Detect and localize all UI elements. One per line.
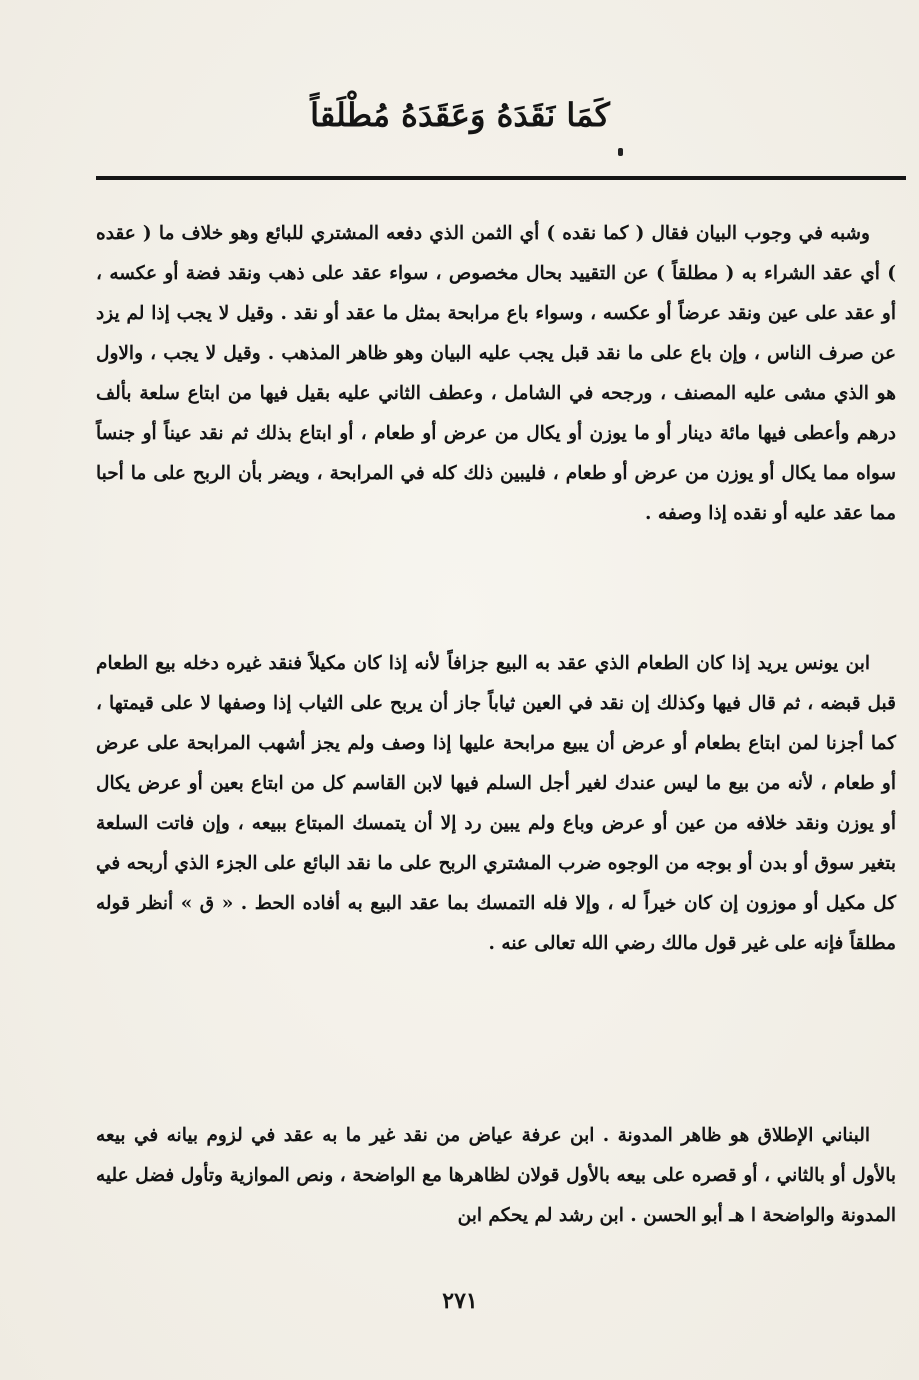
paragraph-2 [96, 644, 896, 964]
paragraph-text: البناني الإطلاق هو ظاهر المدونة . ابن عرفة عياض من نقد غير ما به عقد في لزوم بيانه في بيعه بالأول أو بالثاني ، أو قصره على بيعه بالأول قولان لظاهرها مع الواضحة ، ونص الموازية وتأول فضل عليه المدونة والواضحة ا هـ أبو الحسن . ابن رشد لم يحكم ابن [96, 1125, 896, 1226]
paragraph-text: ابن يونس يريد إذا كان الطعام الذي عقد به البيع جزافاً لأنه إذا كان مكيلاً فنقد غيره دخله بيع الطعام قبل قبضه ، ثم قال فيها وكذلك إن نقد في العين ثياباً جاز أن يربح على الثياب إذا وصفها لا على قيمتها ، كما أجزنا لمن ابتاع بطعام أو عرض أن يبيع مرابحة عليها إذا وصف ولم يجز أشهب المرابحة على عرض أو طعام ، لأنه من بيع ما ليس عندك لغير أجل السلم فيها لابن القاسم كل من ابتاع بعين أو عرض يكال أو يوزن ونقد خلافه من عين أو عرض وباع ولم يبين رد إلا أن يتمسك المبتاع ببيعه ، وإن فاتت السلعة بتغير سوق أو بدن أو بوجه من الوجوه ضرب المشتري الربح على ما نقد البائع على الجزء الذي أربحه في كل مكيل أو موزون إن كان خيراً له ، وإلا فله التمسك بما عقد البيع به أفاده الحط . « ق » أنظر قوله مطلقاً فإنه على غير قول مالك رضي الله تعالى عنه . [96, 653, 896, 954]
page-heading: كَمَا نَقَدَهُ وَعَقَدَهُ مُطْلَقاً [310, 96, 610, 134]
ink-mark [618, 148, 623, 156]
paragraph-text: وشبه في وجوب البيان فقال ( كما نقده ) أي الثمن الذي دفعه المشتري للبائع وهو خلاف ما ( عقده ) أي عقد الشراء به ( مطلقاً ) عن التقييد بحال مخصوص ، سواء عقد على ذهب ونقد فضة أو عكسه ، أو عقد على عين ونقد عرضاً أو عكسه ، وسواء باع مرابحة بمثل ما عقد أو نقد . وقيل لا يجب إذا لم يزد عن صرف الناس ، وإن باع على ما نقد قبل يجب عليه البيان وهو ظاهر المذهب . وقيل لا يجب ، والاول هو الذي مشى عليه المصنف ، ورجحه في الشامل ، وعطف الثاني عليه بقيل فيها من ابتاع سلعة بألف درهم وأعطى فيها مائة دينار أو ما يوزن أو يكال من عرض أو طعام ، أو ابتاع بذلك ثم نقد عيناً أو جنساً سواه مما يكال أو يوزن من عرض أو طعام ، فليبين ذلك كله في المرابحة ، ويضر بأن الربح على ما أحبا مما عقد عليه أو نقده إذا وصفه . [96, 223, 896, 524]
page-number: ٢٧١ [442, 1288, 478, 1314]
header-divider [96, 176, 906, 180]
paragraph-3 [96, 1116, 896, 1236]
paragraph-1 [96, 214, 896, 534]
